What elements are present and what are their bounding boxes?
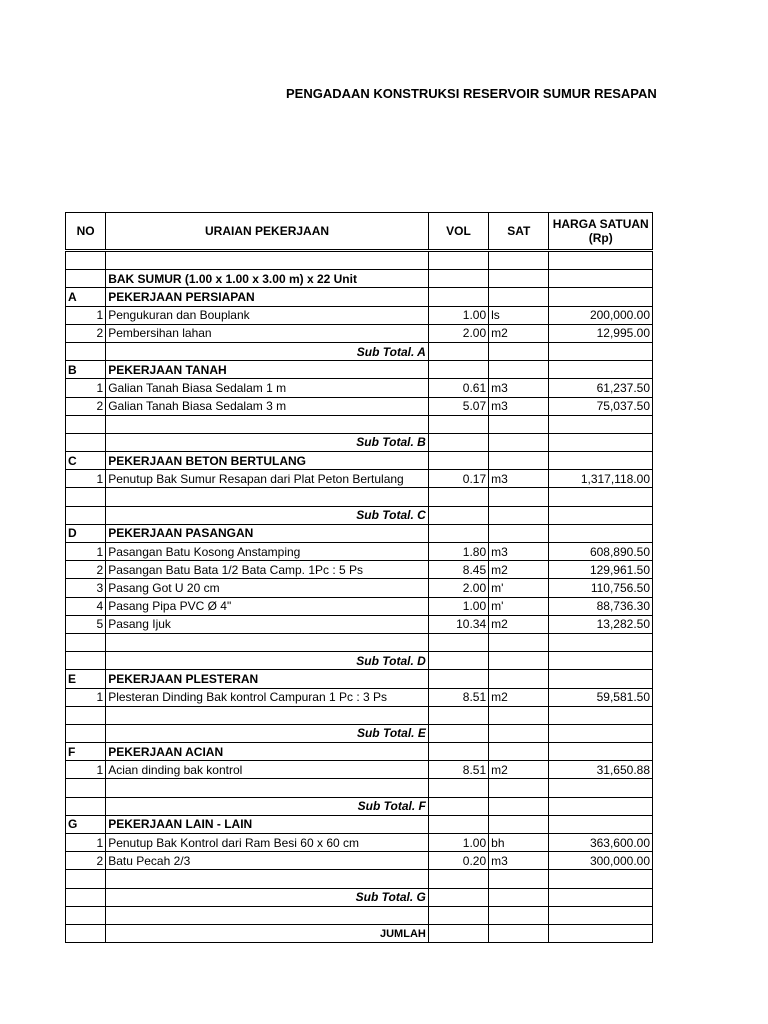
cell-harga — [549, 652, 653, 670]
cell-no: G — [66, 815, 106, 833]
cell-vol — [428, 724, 488, 742]
cell-no — [66, 652, 106, 670]
cell-harga — [549, 270, 653, 288]
cell-harga — [549, 670, 653, 688]
table-row — [66, 415, 653, 433]
cell-harga — [549, 924, 653, 942]
cell-sat — [489, 724, 549, 742]
cell-sat: m2 — [489, 688, 549, 706]
cell-vol — [428, 906, 488, 924]
table-row — [66, 815, 653, 833]
table-row — [66, 724, 653, 742]
table-row — [66, 579, 653, 597]
header-no: NO — [66, 213, 106, 251]
cell-no: D — [66, 524, 106, 542]
cell-uraian: Sub Total. C — [106, 506, 429, 524]
cell-harga — [549, 342, 653, 360]
cell-uraian: Pengukuran dan Bouplank — [106, 306, 429, 324]
cell-no: C — [66, 452, 106, 470]
cell-sat — [489, 452, 549, 470]
cell-no — [66, 870, 106, 888]
cell-harga: 110,756.50 — [549, 579, 653, 597]
header-sat: SAT — [489, 213, 549, 251]
cell-no: 2 — [66, 852, 106, 870]
cell-no: 1 — [66, 306, 106, 324]
cell-uraian: PEKERJAAN PASANGAN — [106, 524, 429, 542]
table-row — [66, 342, 653, 360]
cell-no — [66, 270, 106, 288]
cell-sat — [489, 524, 549, 542]
cell-no: B — [66, 361, 106, 379]
cell-uraian: Sub Total. B — [106, 433, 429, 451]
cell-no: 1 — [66, 470, 106, 488]
table-body — [66, 251, 653, 943]
cell-uraian — [106, 706, 429, 724]
cell-uraian: Penutup Bak Sumur Resapan dari Plat Peton Bertulang — [106, 470, 429, 488]
cell-uraian — [106, 779, 429, 797]
cell-vol — [428, 797, 488, 815]
cell-no — [66, 506, 106, 524]
cell-uraian: Penutup Bak Kontrol dari Ram Besi 60 x 60 cm — [106, 834, 429, 852]
cell-sat — [489, 870, 549, 888]
cell-no: 1 — [66, 834, 106, 852]
cell-sat: m2 — [489, 324, 549, 342]
cell-vol: 8.51 — [428, 688, 488, 706]
cell-harga: 75,037.50 — [549, 397, 653, 415]
table-row — [66, 906, 653, 924]
cell-uraian: Batu Pecah 2/3 — [106, 852, 429, 870]
cell-vol: 1.00 — [428, 597, 488, 615]
cell-vol — [428, 488, 488, 506]
cell-vol — [428, 633, 488, 651]
cell-uraian — [106, 415, 429, 433]
table-row — [66, 270, 653, 288]
cell-uraian: Pasang Pipa PVC Ø 4" — [106, 597, 429, 615]
cell-no: 3 — [66, 579, 106, 597]
cell-no — [66, 706, 106, 724]
cell-harga — [549, 633, 653, 651]
cell-sat: bh — [489, 834, 549, 852]
cell-vol — [428, 415, 488, 433]
cell-no — [66, 724, 106, 742]
cell-uraian: PEKERJAAN ACIAN — [106, 743, 429, 761]
cell-harga — [549, 743, 653, 761]
cell-vol — [428, 706, 488, 724]
cell-sat: m3 — [489, 397, 549, 415]
cell-vol: 0.61 — [428, 379, 488, 397]
cell-no — [66, 633, 106, 651]
header-uraian: URAIAN PEKERJAAN — [106, 213, 429, 251]
cell-sat — [489, 670, 549, 688]
cell-vol: 2.00 — [428, 324, 488, 342]
cell-sat — [489, 652, 549, 670]
table-row — [66, 561, 653, 579]
cell-vol: 2.00 — [428, 579, 488, 597]
table-row — [66, 743, 653, 761]
table-row — [66, 397, 653, 415]
cell-sat: m3 — [489, 470, 549, 488]
cell-sat — [489, 361, 549, 379]
table-header-row — [66, 213, 653, 251]
cell-vol: 5.07 — [428, 397, 488, 415]
cell-sat: m2 — [489, 615, 549, 633]
table-row — [66, 852, 653, 870]
table-row — [66, 888, 653, 906]
table-row — [66, 633, 653, 651]
cell-harga: 88,736.30 — [549, 597, 653, 615]
cell-harga: 12,995.00 — [549, 324, 653, 342]
cell-vol — [428, 506, 488, 524]
cell-uraian: Sub Total. F — [106, 797, 429, 815]
cell-uraian: Pasangan Batu Kosong Anstamping — [106, 543, 429, 561]
cell-harga — [549, 779, 653, 797]
cell-harga: 61,237.50 — [549, 379, 653, 397]
cell-sat — [489, 888, 549, 906]
table-row — [66, 488, 653, 506]
cell-sat — [489, 633, 549, 651]
cell-uraian: BAK SUMUR (1.00 x 1.00 x 3.00 m) x 22 Unit — [106, 270, 429, 288]
cell-sat: m2 — [489, 561, 549, 579]
cell-sat — [489, 743, 549, 761]
document-title: PENGADAAN KONSTRUKSI RESERVOIR SUMUR RESAPAN — [286, 86, 657, 101]
cell-uraian: Pasang Got U 20 cm — [106, 579, 429, 597]
cell-sat — [489, 706, 549, 724]
cell-uraian: Sub Total. D — [106, 652, 429, 670]
cell-uraian: Pasang Ijuk — [106, 615, 429, 633]
cell-harga — [549, 415, 653, 433]
cell-uraian: Sub Total. G — [106, 888, 429, 906]
cell-harga: 13,282.50 — [549, 615, 653, 633]
cell-vol — [428, 270, 488, 288]
cell-no — [66, 488, 106, 506]
cell-sat — [489, 270, 549, 288]
cell-harga — [549, 906, 653, 924]
cell-vol — [428, 342, 488, 360]
table-row — [66, 470, 653, 488]
cell-no: 5 — [66, 615, 106, 633]
cell-vol: 1.00 — [428, 306, 488, 324]
cell-uraian: Sub Total. A — [106, 342, 429, 360]
table-row — [66, 834, 653, 852]
cell-vol — [428, 524, 488, 542]
cell-uraian — [106, 251, 429, 270]
cell-sat: m2 — [489, 761, 549, 779]
cell-harga — [549, 797, 653, 815]
cell-vol: 8.45 — [428, 561, 488, 579]
cell-sat — [489, 506, 549, 524]
cell-harga: 31,650.88 — [549, 761, 653, 779]
cell-no: 1 — [66, 688, 106, 706]
cell-sat: m3 — [489, 852, 549, 870]
cell-uraian: Plesteran Dinding Bak kontrol Campuran 1 Pc : 3 Ps — [106, 688, 429, 706]
table-row — [66, 870, 653, 888]
cell-harga — [549, 870, 653, 888]
cell-harga — [549, 724, 653, 742]
cell-vol — [428, 251, 488, 270]
cell-no: 1 — [66, 379, 106, 397]
cell-harga: 363,600.00 — [549, 834, 653, 852]
cell-no — [66, 797, 106, 815]
cell-no — [66, 924, 106, 942]
cell-sat: m' — [489, 597, 549, 615]
cell-uraian — [106, 870, 429, 888]
cell-no: 2 — [66, 561, 106, 579]
cell-no: A — [66, 288, 106, 306]
cell-harga — [549, 452, 653, 470]
table-row — [66, 652, 653, 670]
table-row — [66, 670, 653, 688]
cell-harga — [549, 361, 653, 379]
table-row — [66, 506, 653, 524]
table-row — [66, 524, 653, 542]
cell-uraian: PEKERJAAN PERSIAPAN — [106, 288, 429, 306]
table-row — [66, 597, 653, 615]
table-row — [66, 452, 653, 470]
cell-harga: 300,000.00 — [549, 852, 653, 870]
cell-harga — [549, 506, 653, 524]
cell-vol — [428, 870, 488, 888]
cell-sat: m' — [489, 579, 549, 597]
cell-harga — [549, 488, 653, 506]
cell-uraian: JUMLAH — [106, 924, 429, 942]
cell-sat — [489, 797, 549, 815]
cell-sat — [489, 924, 549, 942]
cell-harga — [549, 524, 653, 542]
table-row — [66, 324, 653, 342]
cell-harga: 608,890.50 — [549, 543, 653, 561]
cell-sat — [489, 251, 549, 270]
cell-sat: m3 — [489, 379, 549, 397]
table-row — [66, 924, 653, 942]
cell-sat — [489, 342, 549, 360]
cell-sat: m3 — [489, 543, 549, 561]
cell-sat — [489, 815, 549, 833]
cell-sat — [489, 779, 549, 797]
cell-sat: ls — [489, 306, 549, 324]
cell-vol — [428, 743, 488, 761]
table-row — [66, 779, 653, 797]
cell-harga — [549, 706, 653, 724]
table-row — [66, 615, 653, 633]
cell-no — [66, 888, 106, 906]
cell-no: E — [66, 670, 106, 688]
table-row — [66, 306, 653, 324]
cost-table — [65, 212, 653, 943]
cell-no — [66, 415, 106, 433]
cell-uraian: Sub Total. E — [106, 724, 429, 742]
cell-vol: 10.34 — [428, 615, 488, 633]
cell-uraian — [106, 488, 429, 506]
cell-harga: 200,000.00 — [549, 306, 653, 324]
header-harga: HARGA SATUAN (Rp) — [549, 213, 653, 251]
cell-harga — [549, 815, 653, 833]
table-row — [66, 543, 653, 561]
cell-no: 2 — [66, 397, 106, 415]
cell-no: 1 — [66, 543, 106, 561]
table-row — [66, 688, 653, 706]
cell-vol — [428, 361, 488, 379]
cell-harga — [549, 288, 653, 306]
cell-vol — [428, 652, 488, 670]
cell-no — [66, 779, 106, 797]
cell-vol — [428, 779, 488, 797]
table-row — [66, 288, 653, 306]
cell-uraian: Galian Tanah Biasa Sedalam 1 m — [106, 379, 429, 397]
cell-uraian — [106, 906, 429, 924]
cell-harga — [549, 251, 653, 270]
table-row — [66, 797, 653, 815]
cell-no: 2 — [66, 324, 106, 342]
cell-vol: 0.20 — [428, 852, 488, 870]
cell-sat — [489, 906, 549, 924]
cell-uraian: PEKERJAAN LAIN - LAIN — [106, 815, 429, 833]
cell-no: F — [66, 743, 106, 761]
cell-no: 1 — [66, 761, 106, 779]
cell-uraian: Galian Tanah Biasa Sedalam 3 m — [106, 397, 429, 415]
cell-uraian: PEKERJAAN TANAH — [106, 361, 429, 379]
cell-vol — [428, 670, 488, 688]
cell-no — [66, 251, 106, 270]
cell-uraian: Pembersihan lahan — [106, 324, 429, 342]
table-row — [66, 379, 653, 397]
cell-sat — [489, 415, 549, 433]
cell-sat — [489, 488, 549, 506]
cell-no — [66, 906, 106, 924]
cell-vol: 1.80 — [428, 543, 488, 561]
table-row — [66, 251, 653, 270]
cell-vol — [428, 433, 488, 451]
cell-vol: 8.51 — [428, 761, 488, 779]
header-vol: VOL — [428, 213, 488, 251]
cell-vol: 0.17 — [428, 470, 488, 488]
cell-uraian: PEKERJAAN PLESTERAN — [106, 670, 429, 688]
cell-sat — [489, 288, 549, 306]
table-row — [66, 361, 653, 379]
cell-uraian: PEKERJAAN BETON BERTULANG — [106, 452, 429, 470]
cell-vol — [428, 815, 488, 833]
cell-harga — [549, 888, 653, 906]
cell-harga: 1,317,118.00 — [549, 470, 653, 488]
cell-vol — [428, 888, 488, 906]
cell-no: 4 — [66, 597, 106, 615]
cell-no — [66, 433, 106, 451]
cell-vol — [428, 288, 488, 306]
table-row — [66, 706, 653, 724]
cell-harga — [549, 433, 653, 451]
cell-harga: 129,961.50 — [549, 561, 653, 579]
cell-sat — [489, 433, 549, 451]
table-row — [66, 433, 653, 451]
cell-uraian: Pasangan Batu Bata 1/2 Bata Camp. 1Pc : 5 Ps — [106, 561, 429, 579]
cell-vol — [428, 452, 488, 470]
cell-vol — [428, 924, 488, 942]
table-row — [66, 761, 653, 779]
cell-harga: 59,581.50 — [549, 688, 653, 706]
cell-uraian: Acian dinding bak kontrol — [106, 761, 429, 779]
cell-vol: 1.00 — [428, 834, 488, 852]
cell-no — [66, 342, 106, 360]
cell-uraian — [106, 633, 429, 651]
